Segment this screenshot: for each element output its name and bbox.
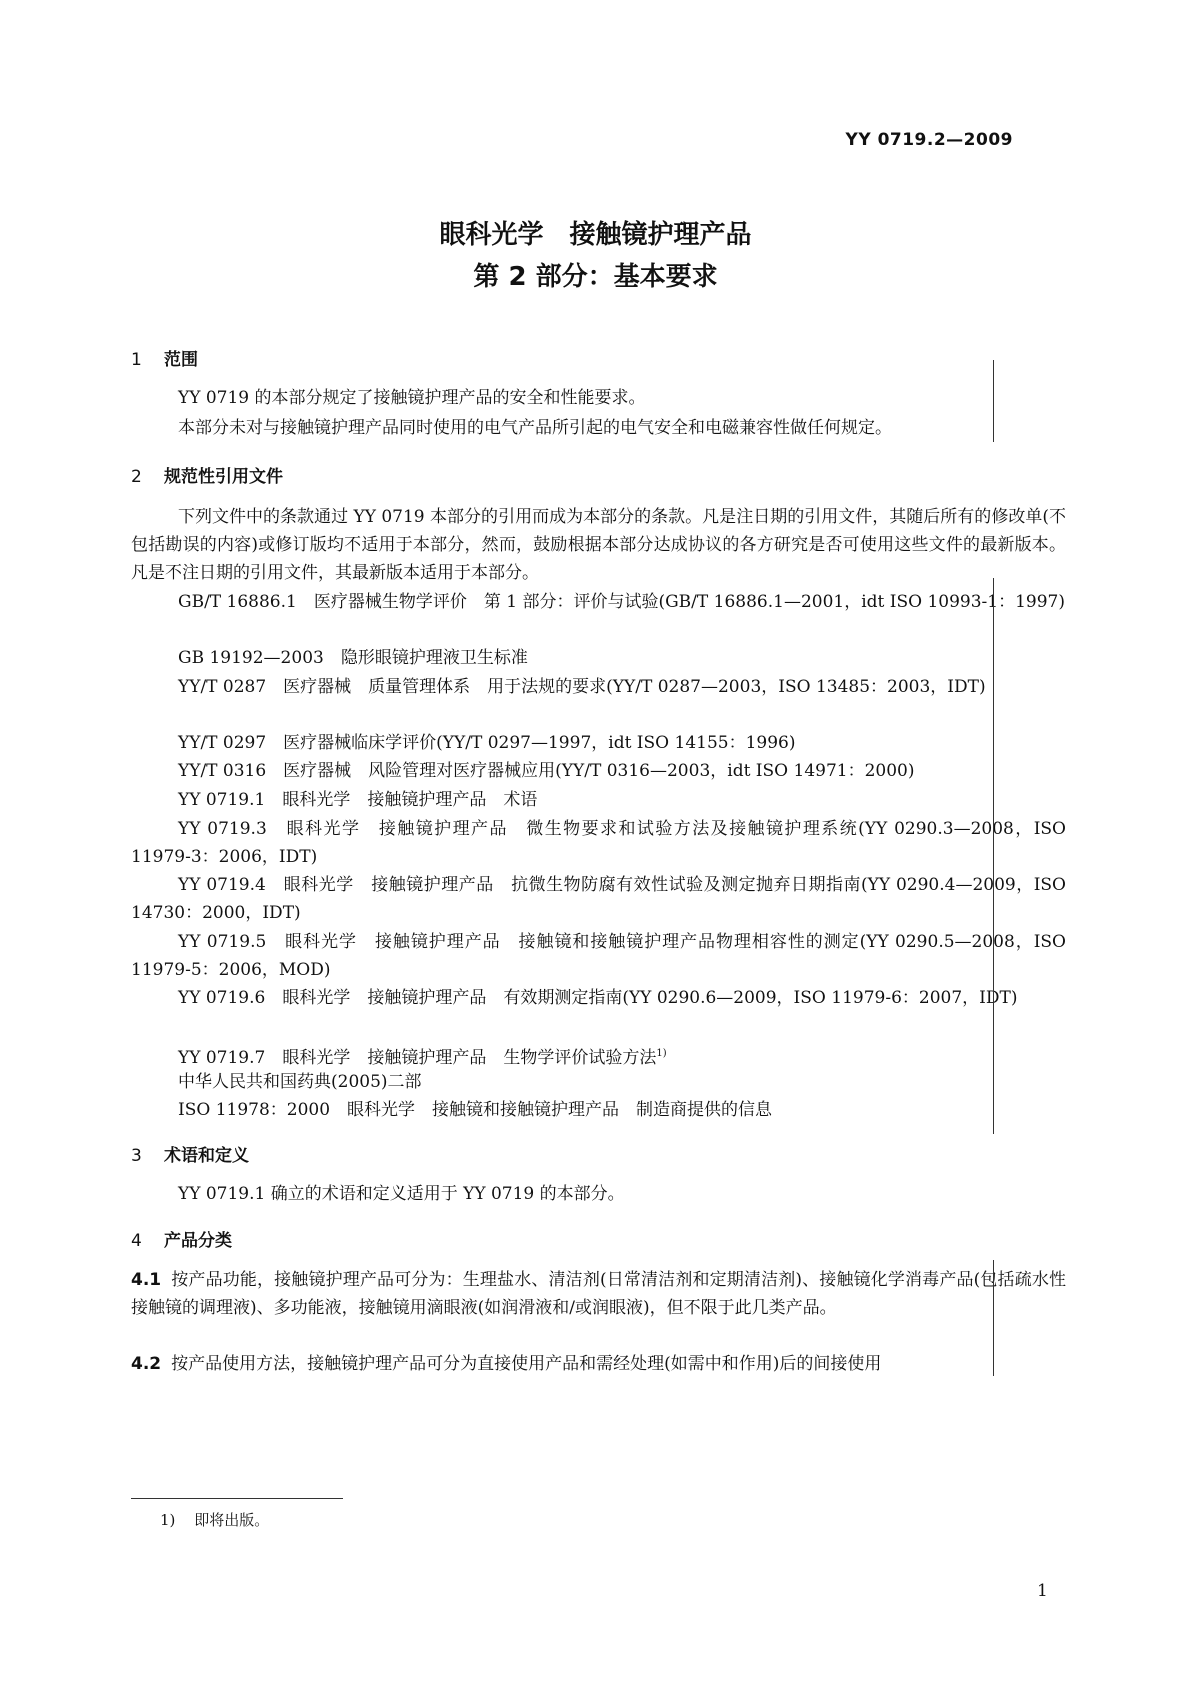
section-1-heading bbox=[131, 345, 198, 370]
section-3-number: 3 bbox=[131, 1146, 142, 1166]
change-bar bbox=[993, 578, 994, 1134]
reference-text: YY/T 0297 医疗器械临床学评价(YY/T 0297—1997，idt ISO 14155：1996) bbox=[178, 733, 796, 753]
reference-item bbox=[131, 588, 1066, 616]
page-number: 1 bbox=[1037, 1581, 1048, 1601]
section-3-para-1: YY 0719.1 确立的术语和定义适用于 YY 0719 的本部分。 bbox=[178, 1184, 625, 1204]
section-3-title: 术语和定义 bbox=[164, 1146, 249, 1166]
reference-text: YY 0719.6 眼科光学 接触镜护理产品 有效期测定指南(YY 0290.6—2009，ISO 11979-6：2007，IDT) bbox=[178, 988, 1018, 1008]
reference-text: YY 0719.4 眼科光学 接触镜护理产品 抗微生物防腐有效性试验及测定抛弃日期指南(YY 0290.4—2009，ISO 14730：2000，IDT) bbox=[131, 875, 1066, 923]
section-2-heading bbox=[131, 462, 283, 487]
reference-item bbox=[131, 871, 1066, 927]
clause-4-2-text: 按产品使用方法，接触镜护理产品可分为直接使用产品和需经处理(如需中和作用)后的间接使用 bbox=[171, 1354, 882, 1374]
footnote-reference-mark: 1) bbox=[656, 1048, 667, 1059]
clause-4-1-text: 按产品功能，接触镜护理产品可分为：生理盐水、清洁剂(日常清洁剂和定期清洁剂)、接触镜化学消毒产品(包括疏水性接触镜的调理液)、多功能液，接触镜用滴眼液(如润滑液和/或润眼液)，但不限于此几类产品。 bbox=[131, 1270, 1066, 1318]
document-title-line1: 眼科光学 接触镜护理产品 bbox=[439, 220, 752, 250]
section-1-para-1: YY 0719 的本部分规定了接触镜护理产品的安全和性能要求。 bbox=[178, 388, 646, 408]
reference-text: GB/T 16886.1 医疗器械生物学评价 第 1 部分：评价与试验(GB/T 16886.1—2001，idt ISO 10993-1：1997) bbox=[178, 592, 1065, 612]
footnote-mark: 1) bbox=[160, 1511, 176, 1529]
reference-text: YY 0719.1 眼科光学 接触镜护理产品 术语 bbox=[178, 790, 538, 810]
footnote bbox=[160, 1509, 269, 1530]
reference-item bbox=[131, 815, 1066, 871]
section-1-para-2: 本部分未对与接触镜护理产品同时使用的电气产品所引起的电气安全和电磁兼容性做任何规定。 bbox=[178, 418, 892, 438]
section-2-title: 规范性引用文件 bbox=[164, 467, 283, 487]
footnote-text: 即将出版。 bbox=[194, 1511, 270, 1529]
reference-item bbox=[131, 786, 1066, 814]
clause-4-1-number: 4.1 bbox=[131, 1270, 162, 1290]
reference-item bbox=[131, 1040, 1066, 1072]
standard-number: YY 0719.2—2009 bbox=[845, 130, 1013, 150]
section-4-heading bbox=[131, 1226, 232, 1251]
reference-item bbox=[131, 928, 1066, 984]
reference-text: YY/T 0287 医疗器械 质量管理体系 用于法规的要求(YY/T 0287—2003，ISO 13485：2003，IDT) bbox=[178, 677, 986, 697]
section-1-title: 范围 bbox=[164, 350, 198, 370]
reference-item bbox=[131, 757, 1066, 785]
section-1-number: 1 bbox=[131, 350, 142, 370]
change-bar bbox=[993, 360, 994, 442]
reference-text: ISO 11978：2000 眼科光学 接触镜和接触镜护理产品 制造商提供的信息 bbox=[178, 1100, 773, 1120]
reference-text: YY 0719.7 眼科光学 接触镜护理产品 生物学评价试验方法 bbox=[178, 1047, 657, 1068]
reference-text: YY/T 0316 医疗器械 风险管理对医疗器械应用(YY/T 0316—2003，idt ISO 14971：2000) bbox=[178, 761, 915, 781]
reference-item bbox=[131, 1096, 1066, 1124]
change-bar bbox=[993, 1260, 994, 1376]
section-4-number: 4 bbox=[131, 1231, 142, 1251]
reference-text: YY 0719.3 眼科光学 接触镜护理产品 微生物要求和试验方法及接触镜护理系统(YY 0290.3—2008，ISO 11979-3：2006，IDT) bbox=[131, 819, 1066, 867]
section-3-heading bbox=[131, 1141, 249, 1166]
footnote-separator bbox=[131, 1498, 343, 1499]
clause-4-2 bbox=[131, 1350, 1066, 1378]
section-2-number: 2 bbox=[131, 467, 142, 487]
reference-item bbox=[131, 729, 1066, 757]
reference-item bbox=[131, 673, 1066, 701]
reference-item bbox=[131, 644, 1066, 672]
section-2-intro: 下列文件中的条款通过 YY 0719 本部分的引用而成为本部分的条款。凡是注日期的引用文件，其随后所有的修改单(不包括勘误的内容)或修订版均不适用于本部分，然而，鼓励根据本部分达成协议的各方研究是否可使用这些文件的最新版本。凡是不注日期的引用文件，其最新版本适用于本部分。 bbox=[131, 507, 1066, 583]
document-title-line2: 第 2 部分：基本要求 bbox=[473, 262, 718, 292]
section-4-title: 产品分类 bbox=[164, 1231, 232, 1251]
reference-text: YY 0719.5 眼科光学 接触镜护理产品 接触镜和接触镜护理产品物理相容性的测定(YY 0290.5—2008，ISO 11979-5：2006，MOD) bbox=[131, 932, 1066, 980]
reference-text: 中华人民共和国药典(2005)二部 bbox=[178, 1072, 422, 1092]
clause-4-1 bbox=[131, 1266, 1066, 1322]
reference-item bbox=[131, 984, 1066, 1012]
reference-item bbox=[131, 1068, 1066, 1096]
clause-4-2-number: 4.2 bbox=[131, 1354, 162, 1374]
reference-text: GB 19192—2003 隐形眼镜护理液卫生标准 bbox=[178, 648, 528, 668]
